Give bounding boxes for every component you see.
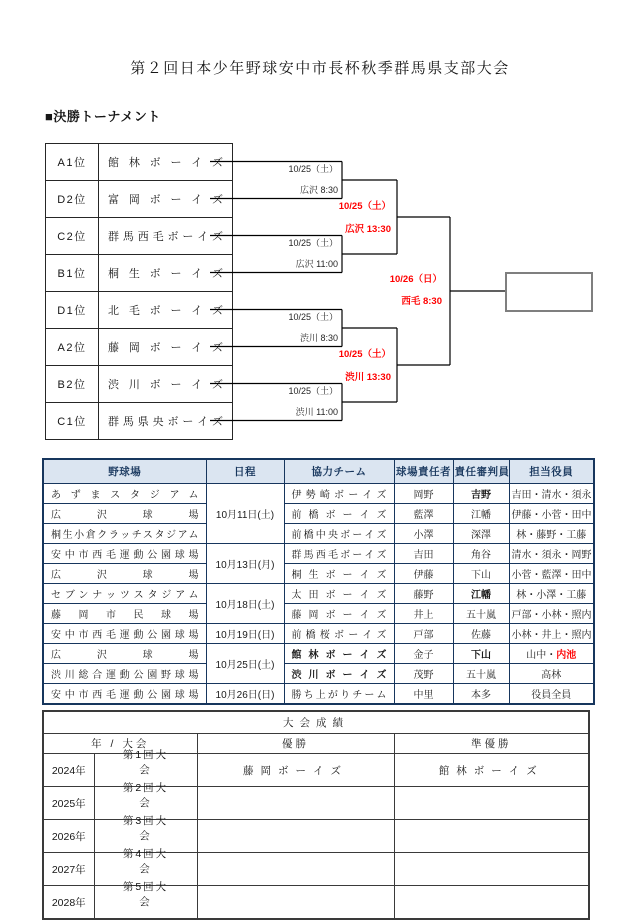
stadium-cell: あずまスタジアム xyxy=(43,484,206,504)
edition-label: 第2回大会 xyxy=(122,782,169,809)
year-cell: 2028年 xyxy=(43,886,94,920)
bracket-row xyxy=(46,292,233,329)
stadium-cell: 広沢球場 xyxy=(43,644,206,664)
schedule-row xyxy=(43,544,594,564)
manager-cell: 小澤 xyxy=(394,524,453,544)
stadium-cell: 安中市西毛運動公園球場 xyxy=(43,544,206,564)
col-header-runner-up: 準優勝 xyxy=(394,734,589,754)
team-cell: 藤岡ボーイズ xyxy=(284,604,394,624)
manager-cell: 伊藤 xyxy=(394,564,453,584)
team-cell: 渋川ボーイズ xyxy=(284,664,394,684)
schedule-row xyxy=(43,484,594,504)
date-cell: 10月11日(土) xyxy=(206,484,284,544)
manager-cell: 藍澤 xyxy=(394,504,453,524)
staff-cell: 高林 xyxy=(509,664,594,684)
umpire-cell: 下山 xyxy=(453,644,509,664)
match3-date: 10/25（土） xyxy=(288,312,338,322)
stadium-cell: 桐生小倉クラッチスタジアム xyxy=(43,524,206,544)
manager-cell: 井上 xyxy=(394,604,453,624)
schedule-row xyxy=(43,664,594,684)
staff-cell: 小林・井上・照内 xyxy=(509,624,594,644)
team-name: 群馬西毛ボーイズ xyxy=(99,218,233,255)
col-header-winner: 優勝 xyxy=(197,734,394,754)
staff-cell: 役員全員 xyxy=(509,684,594,705)
schedule-row xyxy=(43,604,594,624)
umpire-cell: 本多 xyxy=(453,684,509,705)
year-cell: 2026年 xyxy=(43,820,94,853)
stadium-cell: 渋川総合運動公園野球場 xyxy=(43,664,206,684)
match4-date: 10/25（土） xyxy=(288,386,338,396)
stadium-cell: 藤岡市民球場 xyxy=(43,604,206,624)
bracket-seed-table xyxy=(45,143,233,440)
col-header-stadium: 野球場 xyxy=(43,459,206,484)
seed-label: A1位 xyxy=(46,144,99,181)
team-name: 群馬県央ボーイズ xyxy=(99,403,233,440)
umpire-cell: 下山 xyxy=(453,564,509,584)
winner-cell: 藤岡ボーイズ xyxy=(197,754,394,787)
winner-cell xyxy=(197,886,394,920)
team-cell: 桐生ボーイズ xyxy=(284,564,394,584)
stadium-cell: 広沢球場 xyxy=(43,504,206,524)
results-row xyxy=(43,886,589,920)
staff-cell: 吉田・清水・須永 xyxy=(509,484,594,504)
col-header-team: 協力チーム xyxy=(284,459,394,484)
team-cell: 館林ボーイズ xyxy=(284,644,394,664)
manager-cell: 藤野 xyxy=(394,584,453,604)
umpire-cell: 吉野 xyxy=(453,484,509,504)
schedule-row xyxy=(43,644,594,664)
team-cell: 伊勢崎ボーイズ xyxy=(284,484,394,504)
year-cell: 2025年 xyxy=(43,787,94,820)
umpire-cell: 江幡 xyxy=(453,584,509,604)
staff-cell: 小菅・藍澤・田中 xyxy=(509,564,594,584)
umpire-cell: 五十嵐 xyxy=(453,664,509,684)
bracket-row xyxy=(46,329,233,366)
results-title-row xyxy=(43,711,589,734)
tournament-title: 第２回日本少年野球安中市長杯秋季群馬県支部大会 xyxy=(130,61,510,77)
schedule-row xyxy=(43,584,594,604)
winner-cell xyxy=(197,787,394,820)
staff-cell: 清水・須永・岡野 xyxy=(509,544,594,564)
col-header-date: 日程 xyxy=(206,459,284,484)
date-cell: 10月25日(土) xyxy=(206,644,284,684)
semifinal1-date: 10/25（土） xyxy=(338,201,391,212)
final-annotation xyxy=(334,269,442,313)
team-name: 富岡ボーイズ xyxy=(99,181,233,218)
semifinal1-venue-time: 広沢 13:30 xyxy=(345,224,391,235)
seed-label: D1位 xyxy=(46,292,99,329)
staff-cell: 戸部・小林・照内 xyxy=(509,604,594,624)
umpire-cell: 佐藤 xyxy=(453,624,509,644)
stadium-cell: セブンナッツスタジアム xyxy=(43,584,206,604)
bracket-row xyxy=(46,144,233,181)
schedule-row xyxy=(43,564,594,584)
results-table xyxy=(42,710,590,920)
stadium-cell: 安中市西毛運動公園球場 xyxy=(43,624,206,644)
date-cell: 10月18日(土) xyxy=(206,584,284,624)
match3-venue-time: 渋川 8:30 xyxy=(299,333,338,343)
team-cell: 前橋中央ボーイズ xyxy=(284,524,394,544)
umpire-cell: 角谷 xyxy=(453,544,509,564)
col-header-umpire: 責任審判員 xyxy=(453,459,509,484)
match1-venue-time: 広沢 8:30 xyxy=(299,185,338,195)
manager-cell: 茂野 xyxy=(394,664,453,684)
champion-box xyxy=(505,272,593,312)
match2-venue-time: 広沢 11:00 xyxy=(295,259,338,269)
team-cell: 太田ボーイズ xyxy=(284,584,394,604)
final-date: 10/26（日） xyxy=(389,274,442,285)
edition-label: 第1回大会 xyxy=(122,749,169,776)
staff-cell: 林・小澤・工藤 xyxy=(509,584,594,604)
edition-label: 第5回大会 xyxy=(122,881,169,908)
semifinal2-venue-time: 渋川 13:30 xyxy=(345,372,391,383)
schedule-row xyxy=(43,624,594,644)
schedule-row xyxy=(43,504,594,524)
semifinal2-date: 10/25（土） xyxy=(338,349,391,360)
seed-label: C1位 xyxy=(46,403,99,440)
col-header-staff: 担当役員 xyxy=(509,459,594,484)
stadium-cell: 安中市西毛運動公園球場 xyxy=(43,684,206,705)
runner-up-cell: 館林ボーイズ xyxy=(394,754,589,787)
section-heading-final-tournament: ■決勝トーナメント xyxy=(45,109,161,124)
team-cell: 前橋桜ボーイズ xyxy=(284,624,394,644)
schedule-table xyxy=(42,458,595,705)
bracket-row xyxy=(46,181,233,218)
manager-cell: 吉田 xyxy=(394,544,453,564)
runner-up-cell xyxy=(394,787,589,820)
manager-cell: 中里 xyxy=(394,684,453,705)
runner-up-cell xyxy=(394,886,589,920)
semifinal1-annotation xyxy=(281,195,391,241)
team-name: 北毛ボーイズ xyxy=(99,292,233,329)
semifinal2-annotation xyxy=(281,343,391,389)
stadium-cell: 広沢球場 xyxy=(43,564,206,584)
results-title: 大会成績 xyxy=(43,711,589,734)
team-name: 藤岡ボーイズ xyxy=(99,329,233,366)
runner-up-cell xyxy=(394,820,589,853)
manager-cell: 岡野 xyxy=(394,484,453,504)
schedule-row xyxy=(43,684,594,705)
team-cell: 群馬西毛ボーイズ xyxy=(284,544,394,564)
match2-date: 10/25（土） xyxy=(288,238,338,248)
year-cell: 2027年 xyxy=(43,853,94,886)
staff-name: 山中・ xyxy=(526,650,557,661)
umpire-cell: 深澤 xyxy=(453,524,509,544)
bracket-row xyxy=(46,403,233,440)
year-cell: 2024年 xyxy=(43,754,94,787)
schedule-header-row xyxy=(43,459,594,484)
team-name: 桐生ボーイズ xyxy=(99,255,233,292)
umpire-cell: 江幡 xyxy=(453,504,509,524)
winner-cell xyxy=(197,853,394,886)
winner-cell xyxy=(197,820,394,853)
bracket-row xyxy=(46,255,233,292)
bracket-row xyxy=(46,218,233,255)
match1-date: 10/25（土） xyxy=(288,164,338,174)
team-name: 渋川ボーイズ xyxy=(99,366,233,403)
team-cell: 勝ち上がりチーム xyxy=(284,684,394,705)
seed-label: C2位 xyxy=(46,218,99,255)
staff-name-highlighted: 内池 xyxy=(556,650,577,661)
manager-cell: 金子 xyxy=(394,644,453,664)
staff-cell xyxy=(509,644,594,664)
bracket-row xyxy=(46,366,233,403)
staff-cell: 林・藤野・工藤 xyxy=(509,524,594,544)
final-venue-time: 西毛 8:30 xyxy=(401,296,442,307)
date-cell: 10月13日(月) xyxy=(206,544,284,584)
umpire-cell: 五十嵐 xyxy=(453,604,509,624)
manager-cell: 戸部 xyxy=(394,624,453,644)
schedule-row xyxy=(43,524,594,544)
seed-label: A2位 xyxy=(46,329,99,366)
seed-label: D2位 xyxy=(46,181,99,218)
team-name: 館林ボーイズ xyxy=(99,144,233,181)
seed-label: B2位 xyxy=(46,366,99,403)
date-cell: 10月19日(日) xyxy=(206,624,284,644)
edition-cell xyxy=(94,881,197,920)
col-header-manager: 球場責任者 xyxy=(394,459,453,484)
edition-label: 第4回大会 xyxy=(122,848,169,875)
edition-label: 第3回大会 xyxy=(122,815,169,842)
match4-venue-time: 渋川 11:00 xyxy=(295,407,338,417)
date-cell: 10月26日(日) xyxy=(206,684,284,705)
team-cell: 前橋ボーイズ xyxy=(284,504,394,524)
col-header-year-event: 年 / 大会 xyxy=(43,734,197,754)
runner-up-cell xyxy=(394,853,589,886)
seed-label: B1位 xyxy=(46,255,99,292)
staff-cell: 伊藤・小菅・田中 xyxy=(509,504,594,524)
